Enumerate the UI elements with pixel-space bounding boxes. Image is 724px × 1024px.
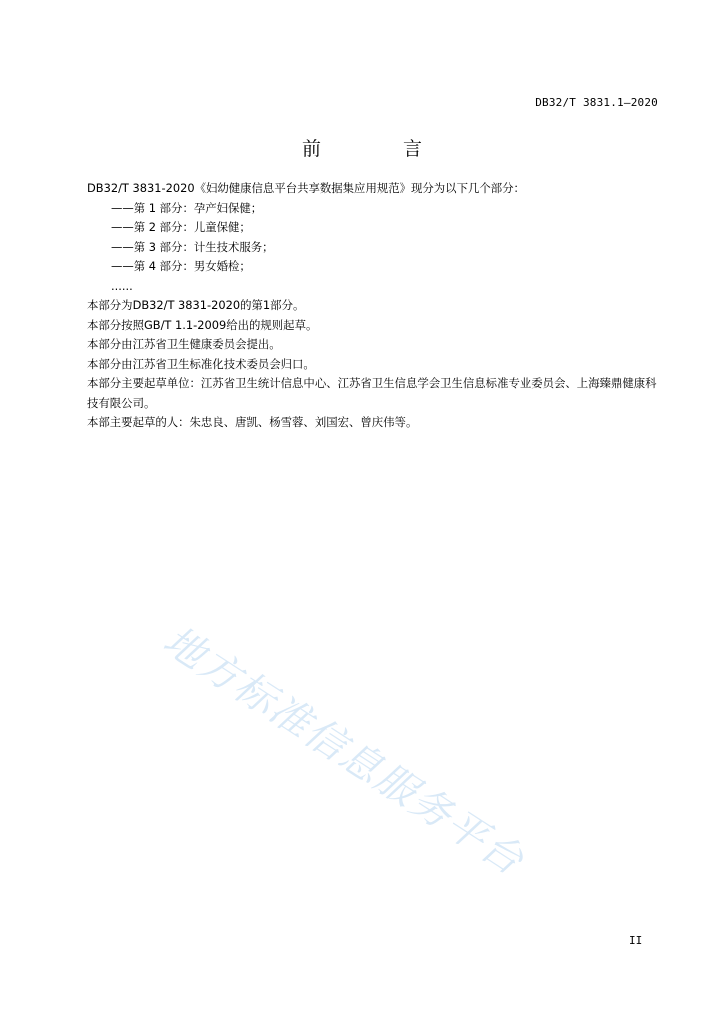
part-list-item: ——第 4 部分：男女婚检； bbox=[111, 259, 251, 273]
part-list-item: ——第 2 部分：儿童保健； bbox=[111, 220, 251, 234]
document-body bbox=[87, 179, 667, 433]
watermark: 地方标准信息服务平台 bbox=[155, 617, 533, 885]
body-paragraph: 本部分由江苏省卫生健康委员会提出。 bbox=[87, 337, 281, 351]
part-list-item: ——第 3 部分：计生技术服务； bbox=[111, 239, 274, 254]
body-paragraph: 本部分按照GB/T 1.1-2009给出的规则起草。 bbox=[87, 317, 318, 332]
drafters-paragraph: 本部主要起草的人：朱忠良、唐凯、杨雪蓉、刘国宏、曾庆伟等。 bbox=[87, 415, 418, 429]
body-paragraph: 本部分为DB32/T 3831-2020的第1部分。 bbox=[87, 298, 305, 312]
ellipsis-line: ...... bbox=[111, 278, 133, 293]
header-standard-code: DB32/T 3831.1—2020 bbox=[535, 96, 658, 109]
drafting-units-paragraph: 本部分主要起草单位：江苏省卫生统计信息中心、江苏省卫生信息学会卫生信息标准专业委员会、上海臻鼎健康科技有限公司。 bbox=[87, 376, 657, 410]
page-number: II bbox=[629, 934, 643, 947]
part-list-item: ——第 1 部分：孕产妇保健； bbox=[111, 200, 263, 215]
body-paragraph: 本部分由江苏省卫生标准化技术委员会归口。 bbox=[87, 356, 315, 371]
intro-paragraph: DB32/T 3831-2020《妇幼健康信息平台共享数据集应用规范》现分为以下几个部分： bbox=[87, 181, 525, 195]
page-title: 前 言 bbox=[301, 138, 461, 160]
